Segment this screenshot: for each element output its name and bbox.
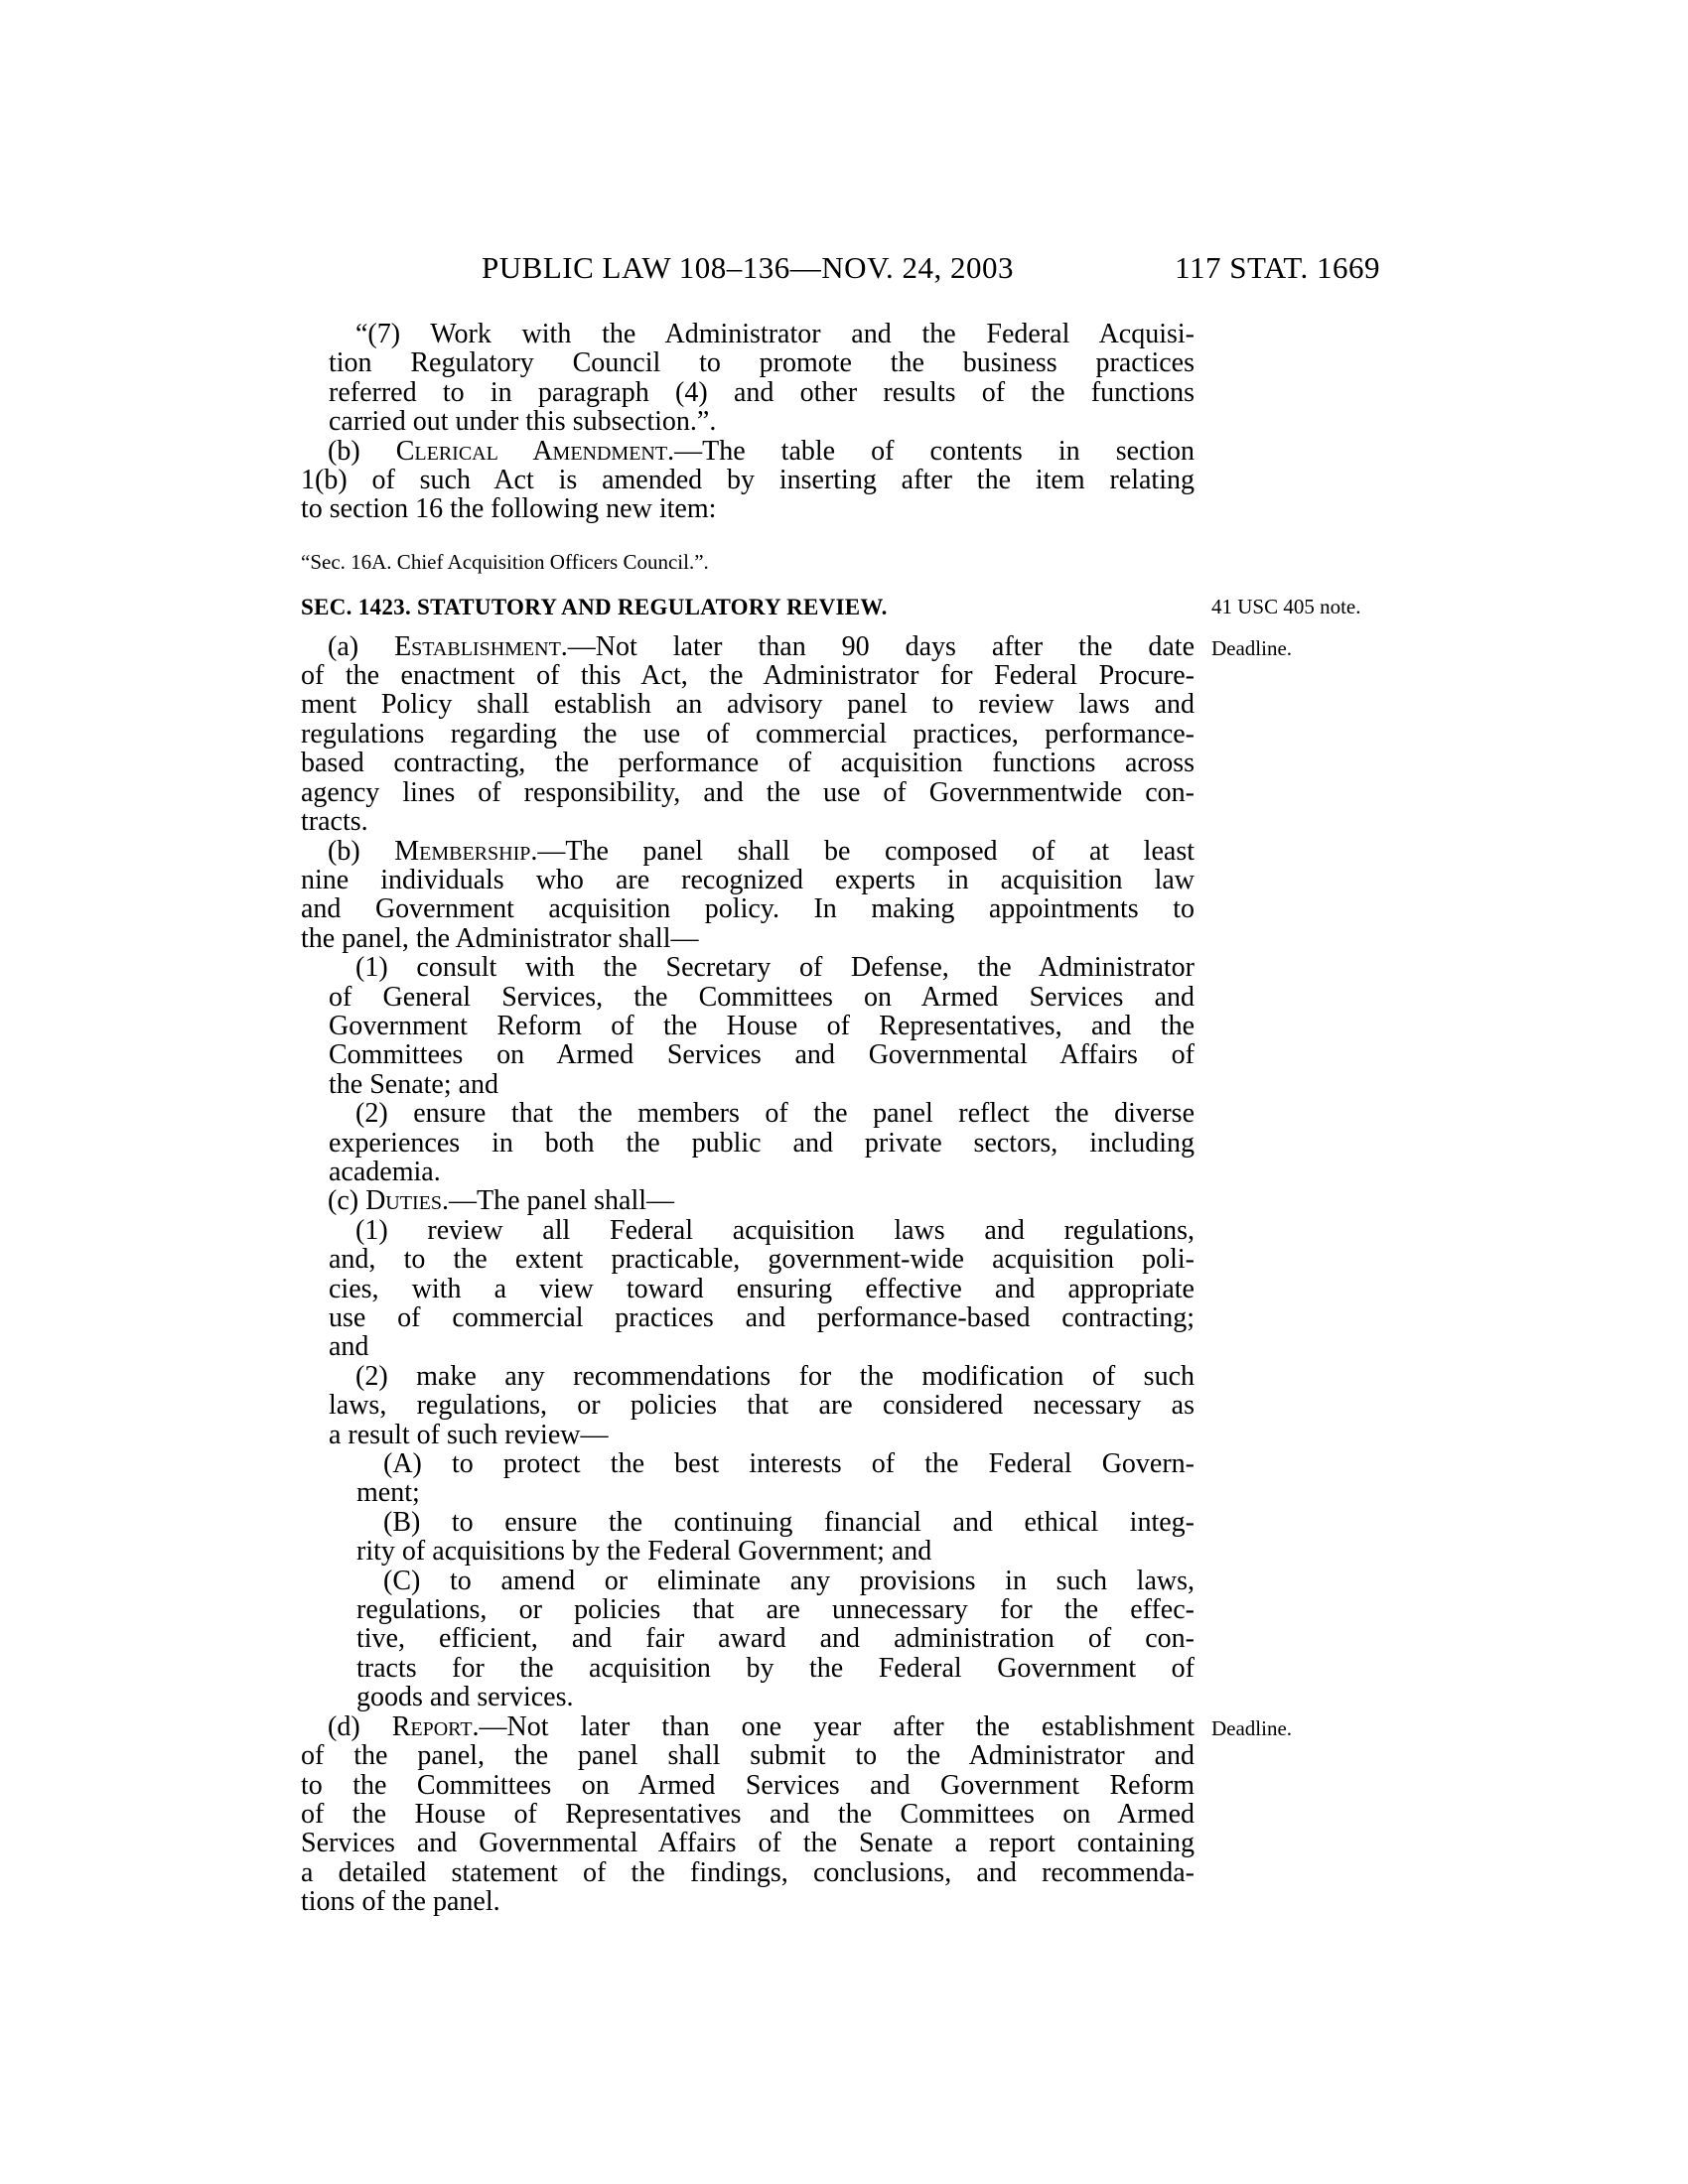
margin-note-usc: 41 USC 405 note. xyxy=(1211,595,1361,619)
text-line: tions of the panel. xyxy=(301,1886,500,1918)
subsection-d-text xyxy=(301,1712,1195,1917)
item-c-1 xyxy=(329,1216,1195,1362)
text-line: and, to the extent practicable, government-wide acquisition poli- xyxy=(329,1244,1195,1276)
text-line: of the enactment of this Act, the Administrator for Federal Procure- xyxy=(301,660,1195,692)
section-1423-heading-text: SEC. 1423. STATUTORY AND REGULATORY REVIEW. xyxy=(301,595,888,620)
text-line: based contracting, the performance of acquisition functions across xyxy=(301,748,1195,779)
text-line: (1) review all Federal acquisition laws and regulations, xyxy=(355,1214,1195,1246)
text-line: cies, with a view toward ensuring effective and appropriate xyxy=(329,1273,1195,1304)
text-line: (b) Membership.—The panel shall be composed of at least xyxy=(328,835,1195,867)
text-line: a result of such review— xyxy=(329,1419,609,1450)
text-line: (a) Establishment.—Not later than 90 days after the date xyxy=(328,630,1195,662)
text-line: nine individuals who are recognized experts in acquisition law xyxy=(301,864,1195,895)
text-line: tracts for the acquisition by the Federal Government of xyxy=(356,1652,1195,1684)
text-line: carried out under this subsection.”. xyxy=(329,406,717,438)
subsection-b-membership xyxy=(301,837,1195,954)
item-c-2 xyxy=(329,1362,1195,1449)
text-line: (2) make any recommendations for the modification of such xyxy=(355,1360,1195,1392)
text-line: laws, regulations, or policies that are considered necessary as xyxy=(329,1390,1195,1422)
paragraph-b-clerical-amendment xyxy=(301,437,1195,524)
law-title: PUBLIC LAW 108–136—NOV. 24, 2003 xyxy=(482,250,1014,285)
subsection-c-duties xyxy=(301,1186,1195,1215)
text-line: goods and services. xyxy=(356,1682,574,1713)
text-line: to the Committees on Armed Services and Government Reform xyxy=(301,1769,1195,1801)
text-line: tion Regulatory Council to promote the business practices xyxy=(329,347,1195,379)
paragraph-7-quoted xyxy=(329,320,1195,437)
text-line: use of commercial practices and performance-based contracting; xyxy=(329,1302,1195,1333)
text-line: ment; xyxy=(356,1477,420,1509)
text-line: Government Reform of the House of Representatives, and the xyxy=(329,1010,1195,1041)
text-line: of the panel, the panel shall submit to the Administrator and xyxy=(301,1740,1195,1772)
subsection-a-establishment xyxy=(301,630,1293,838)
text-line: of General Services, the Committees on Armed Services and xyxy=(329,981,1195,1013)
text-line: ment Policy shall establish an advisory panel to review laws and xyxy=(301,689,1195,721)
text-line: to section 16 the following new item: xyxy=(301,493,717,525)
text-line: (2) ensure that the members of the panel reflect the diverse xyxy=(355,1098,1195,1130)
text-line: tive, efficient, and fair award and administration of con- xyxy=(356,1623,1195,1655)
subsection-a-text xyxy=(301,632,1195,837)
body-text-column xyxy=(301,319,1361,1918)
text-line: referred to in paragraph (4) and other results of the functions xyxy=(329,376,1195,408)
text-line: (c) Duties.—The panel shall— xyxy=(328,1185,675,1217)
text-line: 1(b) of such Act is amended by inserting after the item relating xyxy=(301,465,1195,496)
text-line: (C) to amend or eliminate any provisions in such laws, xyxy=(383,1565,1195,1596)
text-line: Committees on Armed Services and Governmental Affairs of xyxy=(329,1039,1195,1071)
item-c-2-A xyxy=(356,1449,1195,1508)
text-line: (B) to ensure the continuing financial and ethical integ- xyxy=(383,1506,1195,1538)
margin-note-deadline-d: Deadline. xyxy=(1211,1715,1293,1740)
text-line: rity of acquisitions by the Federal Government; and xyxy=(356,1536,932,1568)
text-line: the panel, the Administrator shall— xyxy=(301,922,699,954)
text-line: Services and Governmental Affairs of the Senate a report containing xyxy=(301,1828,1195,1859)
text-line: (d) Report.—Not later than one year after the establishment xyxy=(328,1710,1195,1742)
text-line: “(7) Work with the Administrator and the Federal Acquisi- xyxy=(355,319,1195,349)
text-line: of the House of Representatives and the Committees on Armed xyxy=(301,1798,1195,1830)
text-line: agency lines of responsibility, and the use of Governmentwide con- xyxy=(301,776,1195,808)
text-line: academia. xyxy=(329,1156,441,1187)
text-line: regulations regarding the use of commercial practices, performance- xyxy=(301,718,1195,750)
text-line: tracts. xyxy=(301,806,368,838)
text-line: a detailed statement of the findings, conclusions, and recommenda- xyxy=(301,1856,1195,1888)
toc-entry-sec-16a: “Sec. 16A. Chief Acquisition Officers Council.”. xyxy=(301,549,709,574)
text-line: (1) consult with the Secretary of Defense, the Administrator xyxy=(355,952,1195,984)
text-line: and xyxy=(329,1331,369,1363)
text-line: the Senate; and xyxy=(329,1068,499,1100)
item-c-2-C xyxy=(356,1567,1195,1712)
text-line: (A) to protect the best interests of the Federal Govern- xyxy=(383,1448,1195,1480)
text-line: and Government acquisition policy. In making appointments to xyxy=(301,893,1195,925)
stat-page-number: 117 STAT. 1669 xyxy=(1175,250,1380,285)
section-1423-heading xyxy=(301,593,1361,621)
item-c-2-B xyxy=(356,1508,1195,1567)
text-line: (b) Clerical Amendment.—The table of contents in section xyxy=(328,435,1195,467)
item-b-2 xyxy=(329,1099,1195,1186)
margin-note-deadline-a: Deadline. xyxy=(1211,635,1293,660)
text-line: regulations, or policies that are unnecessary for the effec- xyxy=(356,1594,1195,1626)
running-header xyxy=(301,250,1380,290)
subsection-d-report xyxy=(301,1710,1293,1918)
text-line: experiences in both the public and private sectors, including xyxy=(329,1127,1195,1159)
item-b-1 xyxy=(329,953,1195,1099)
